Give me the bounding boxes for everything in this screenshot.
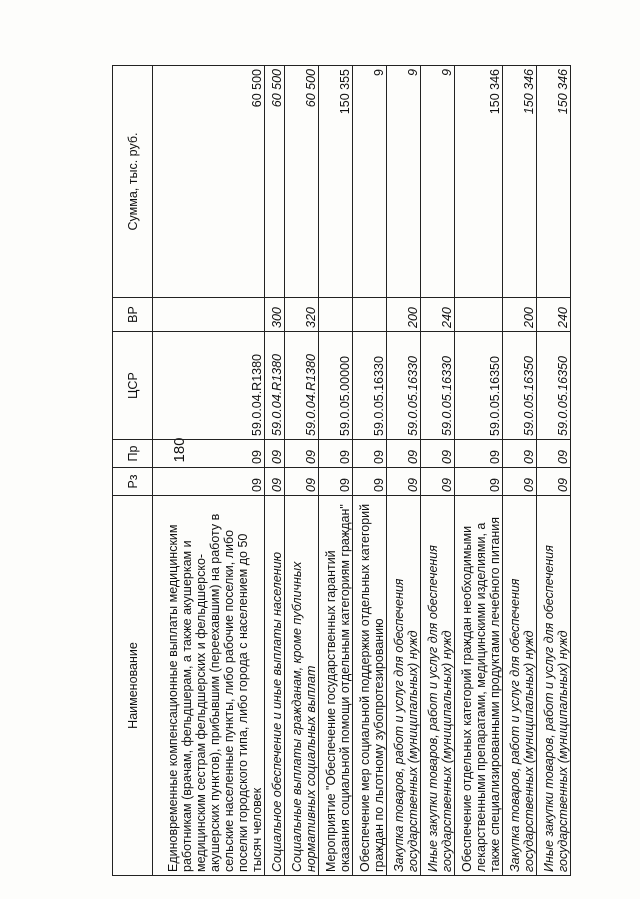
row-vr: 320 (285, 298, 319, 332)
row-rz: 09 (153, 468, 265, 496)
row-name: Мероприятие "Обеспечение государственных гарантий оказания социальной помощи отдельным категориям граждан" (319, 496, 353, 876)
row-vr: 240 (537, 298, 571, 332)
table-row (421, 66, 455, 876)
row-name: Иные закупки товаров, работ и услуг для обеспечения государственных (муниципальных) нужд (421, 496, 455, 876)
row-vr (319, 298, 353, 332)
table-row (153, 66, 265, 876)
row-name: Закупка товаров, работ и услуг для обеспечения государственных (муниципальных) нужд (503, 496, 537, 876)
table-row (387, 66, 421, 876)
table-row (537, 66, 571, 876)
table-header-row (113, 66, 153, 876)
row-pr: 09 (319, 440, 353, 468)
row-pr: 09 (537, 440, 571, 468)
row-rz: 09 (285, 468, 319, 496)
row-vr: 300 (265, 298, 285, 332)
row-rz: 09 (353, 468, 387, 496)
row-rz: 09 (387, 468, 421, 496)
row-pr: 09 (153, 440, 265, 468)
row-name: Закупка товаров, работ и услуг для обеспечения государственных (муниципальных) нужд (387, 496, 421, 876)
row-name: Социальное обеспечение и иные выплаты населению (265, 496, 285, 876)
row-pr: 09 (421, 440, 455, 468)
row-csr: 59.0.05.16330 (421, 332, 455, 440)
row-name: Обеспечение отдельных категорий граждан необходимыми лекарственными препаратами, медицинскими изделиями, а также специализированными продуктами лечебного питания (455, 496, 503, 876)
row-pr: 09 (387, 440, 421, 468)
row-rz: 09 (455, 468, 503, 496)
row-sum: 9 (421, 66, 455, 298)
row-csr: 59.0.05.16330 (387, 332, 421, 440)
row-rz: 09 (421, 468, 455, 496)
row-sum: 60 500 (265, 66, 285, 298)
row-sum: 150 346 (503, 66, 537, 298)
row-sum: 150 346 (537, 66, 571, 298)
table-row (353, 66, 387, 876)
table-row (503, 66, 537, 876)
row-csr: 59.0.05.16350 (503, 332, 537, 440)
row-rz: 09 (503, 468, 537, 496)
table-row (265, 66, 285, 876)
row-sum: 60 500 (153, 66, 265, 298)
page-number: 180 (171, 437, 188, 463)
row-pr: 09 (285, 440, 319, 468)
row-sum: 150 346 (455, 66, 503, 298)
row-sum: 9 (353, 66, 387, 298)
row-pr: 09 (265, 440, 285, 468)
row-csr: 59.0.04.R1380 (153, 332, 265, 440)
header-rz: Рз (113, 468, 153, 496)
row-csr: 59.0.04.R1380 (265, 332, 285, 440)
row-vr: 240 (421, 298, 455, 332)
row-name: Единовременные компенсационные выплаты медицинским работникам (врачам, фельдшерам, а также акушеркам и медицинским сестрам фельдшерских и фельдшерско-акушерских пунктов), прибывшим (переехавшим) на работу в сельские населенные пункты, либо рабочие поселки, либо поселки городского типа, либо города с населением до 50 тысяч человек (153, 496, 265, 876)
header-csr: ЦСР (113, 332, 153, 440)
header-vr: ВР (113, 298, 153, 332)
row-csr: 59.0.05.16350 (537, 332, 571, 440)
rotated-table-wrapper (112, 66, 570, 876)
row-sum: 60 500 (285, 66, 319, 298)
row-csr: 59.0.05.16330 (353, 332, 387, 440)
row-vr (153, 298, 265, 332)
row-vr (455, 298, 503, 332)
header-pr: Пр (113, 440, 153, 468)
row-vr: 200 (503, 298, 537, 332)
header-sum: Сумма, тыс. руб. (113, 66, 153, 298)
table-row (455, 66, 503, 876)
row-rz: 09 (319, 468, 353, 496)
table-row (319, 66, 353, 876)
row-name: Иные закупки товаров, работ и услуг для обеспечения государственных (муниципальных) нужд (537, 496, 571, 876)
header-name: Наименование (113, 496, 153, 876)
row-name: Социальные выплаты гражданам, кроме публичных нормативных социальных выплат (285, 496, 319, 876)
row-vr: 200 (387, 298, 421, 332)
table-row (285, 66, 319, 876)
budget-table (112, 65, 571, 876)
row-sum: 9 (387, 66, 421, 298)
row-pr: 09 (503, 440, 537, 468)
row-csr: 59.0.05.00000 (319, 332, 353, 440)
row-vr (353, 298, 387, 332)
row-rz: 09 (537, 468, 571, 496)
row-pr: 09 (353, 440, 387, 468)
row-pr: 09 (455, 440, 503, 468)
row-csr: 59.0.04.R1380 (285, 332, 319, 440)
row-sum: 150 355 (319, 66, 353, 298)
row-rz: 09 (265, 468, 285, 496)
row-csr: 59.0.05.16350 (455, 332, 503, 440)
row-name: Обеспечение мер социальной поддержки отдельных категорий граждан по льготному зубопротезированию (353, 496, 387, 876)
